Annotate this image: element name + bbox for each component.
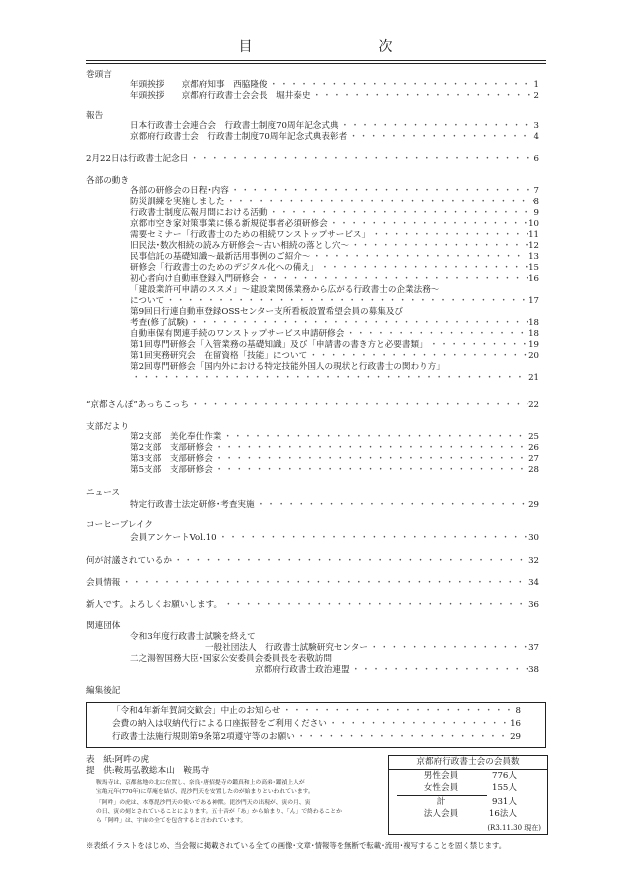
divider	[389, 769, 547, 770]
cover-note-line: ら「阿吽」は、宇宙の全てを包含すると言われています。	[96, 818, 247, 824]
toc-entry[interactable]: 第3支部 支部研修会 ・・・・・・・・・・・・・・・・・・・・・・・・・・・・・・・・・・・・・・・・・・・・・・・・・・・・・・・・・・・・・・・・・・・・・・・・・・・・・・ 27	[130, 454, 539, 464]
member-row: 法人会員 16法人	[423, 809, 517, 819]
section-heading-news: ニュース	[86, 488, 120, 498]
copyright-notice: ※表紙イラストをはじめ、当会報に掲載されている全ての画像･文章･情報等を無断で転載･流用･複写することを固く禁じます。	[86, 841, 507, 850]
section-heading-branches: 支部だより	[86, 422, 129, 432]
notice-entry[interactable]: 会費の納入は収納代行による口座振替をご利用ください ・・・・・・・・・・・・・・・・・・・・・・・・・・・・・・・・・・・・・・・・・・・・・・・・・・・・・・・・・・・・・・・・・・・・・・・・・・・・・・ 16	[112, 719, 521, 729]
toc-entry[interactable]: 京都府行政書士政治連盟 ・・・・・・・・・・・・・・・・・・・・・・・・・・・・・・・・・・・・・・・・・・・・・・・・・・・・・・・・・・・・・・・・・・・・・・・・・・・・・・ 38	[255, 665, 539, 675]
toc-entry[interactable]: 第2支部 支部研修会 ・・・・・・・・・・・・・・・・・・・・・・・・・・・・・・・・・・・・・・・・・・・・・・・・・・・・・・・・・・・・・・・・・・・・・・・・・・・・・・ 26	[130, 443, 539, 453]
member-row: 男性会員 776人	[423, 771, 517, 781]
toc-entry-title-line1: 「建設業許可申請のススメ」～建設業関係業務から広がる行政書士の企業法務～	[130, 285, 440, 295]
toc-entry[interactable]: 行政書士制度広報月間における活動 ・・・・・・・・・・・・・・・・・・・・・・・・・・・・・・・・・・・・・・・・・・・・・・・・・・・・・・・・・・・・・・・・・・・・・・・・・・・・・・ 9	[130, 208, 539, 218]
toc-entry[interactable]: 日本行政書士会連合会 行政書士制度70周年記念式典 ・・・・・・・・・・・・・・・・・・・・・・・・・・・・・・・・・・・・・・・・・・・・・・・・・・・・・・・・・・・・・・・・・・・・・・・・・・・・・・ 3	[130, 121, 539, 131]
member-row: 女性会員 155人	[423, 783, 517, 793]
toc-entry-title-line1: 第9回日行連自動車登録OSSセンター支所看板設置希望会員の募集及び	[130, 307, 404, 317]
toc-entry[interactable]: 京都市空き家対策事業に係る新規従事者必須研修会 ・・・・・・・・・・・・・・・・・・・・・・・・・・・・・・・・・・・・・・・・・・・・・・・・・・・・・・・・・・・・・・・・・・・・・・・・・・・・・・ 10	[130, 219, 539, 229]
toc-entry[interactable]: 会員アンケートVol.10 ・・・・・・・・・・・・・・・・・・・・・・・・・・・・・・・・・・・・・・・・・・・・・・・・・・・・・・・・・・・・・・・・・・・・・・・・・・・・・・ 30	[130, 533, 539, 543]
page-title: 目 次	[238, 39, 449, 55]
toc-entry[interactable]: 第5支部 支部研修会 ・・・・・・・・・・・・・・・・・・・・・・・・・・・・・・・・・・・・・・・・・・・・・・・・・・・・・・・・・・・・・・・・・・・・・・・・・・・・・・ 28	[130, 465, 539, 475]
section-heading-report: 報告	[86, 111, 104, 121]
toc-entry[interactable]: 各部の研修会の日程･内容 ・・・・・・・・・・・・・・・・・・・・・・・・・・・・・・・・・・・・・・・・・・・・・・・・・・・・・・・・・・・・・・・・・・・・・・・・・・・・・・ 7	[130, 186, 539, 196]
section-heading-related: 関連団体	[86, 621, 121, 631]
toc-entry[interactable]: 特定行政書士法定研修･考査実施 ・・・・・・・・・・・・・・・・・・・・・・・・・・・・・・・・・・・・・・・・・・・・・・・・・・・・・・・・・・・・・・・・・・・・・・・・・・・・・・ 29	[130, 500, 539, 510]
section-heading-coffee: コーヒーブレイク	[86, 520, 154, 530]
toc-entry-newcomers[interactable]: 新人です。よろしくお願いします。 ・・・・・・・・・・・・・・・・・・・・・・・・・・・・・・・・・・・・・・・・・・・・・・・・・・・・・・・・・・・・・・・・・・・・・・・・・・・・・・ 36	[86, 600, 539, 610]
toc-entry[interactable]: 一般社団法人 行政書士試験研究センター ・・・・・・・・・・・・・・・・・・・・・・・・・・・・・・・・・・・・・・・・・・・・・・・・・・・・・・・・・・・・・・・・・・・・・・・・・・・・・・ 37	[205, 643, 539, 653]
cover-note-line: の日、寅の刻とされていることによります。五十音が「あ」から始まり、「ん」で終わることか	[96, 809, 342, 815]
title-rule-thin	[86, 63, 546, 64]
cover-provider: 提 供:鞍馬弘教総本山 鞍馬寺	[86, 766, 210, 776]
section-heading-departments: 各部の動き	[86, 176, 129, 186]
toc-entry[interactable]: 民事信託の基礎知識～最新活用事例のご紹介～ ・・・・・・・・・・・・・・・・・・・・・・・・・・・・・・・・・・・・・・・・・・・・・・・・・・・・・・・・・・・・・・・・・・・・・・・・・・・・・・ 13	[130, 252, 539, 262]
toc-entry-kyoto-sanpo[interactable]: “京都さんぽ”あっちこっち ・・・・・・・・・・・・・・・・・・・・・・・・・・・・・・・・・・・・・・・・・・・・・・・・・・・・・・・・・・・・・・・・・・・・・・・・・・・・・・ 22	[86, 400, 539, 410]
cover-note-line: 宝亀元年(770年)に草庵を結び、毘沙門天を安置したのが始まりといわれています。	[96, 789, 314, 795]
toc-entry-title-line1: 第2回専門研修会「国内外における特定技能外国人の現状と行政書士の関わり方」	[130, 362, 445, 372]
toc-entry[interactable]: 第1回実務研究会 在留資格「技能」について ・・・・・・・・・・・・・・・・・・・・・・・・・・・・・・・・・・・・・・・・・・・・・・・・・・・・・・・・・・・・・・・・・・・・・・・・・・・・・・ 20	[130, 351, 539, 361]
toc-entry-title-line1: 二之湯智国務大臣･国家公安委員会委員長を表敬訪問	[130, 654, 332, 664]
toc-entry-discussions[interactable]: 何が討議されているか ・・・・・・・・・・・・・・・・・・・・・・・・・・・・・・・・・・・・・・・・・・・・・・・・・・・・・・・・・・・・・・・・・・・・・・・・・・・・・・ 32	[86, 556, 539, 566]
as-of-date: (R3.11.30 現在)	[487, 824, 541, 832]
title-rule	[86, 60, 546, 61]
toc-entry[interactable]: 研修会「行政書士のためのデジタル化への備え」 ・・・・・・・・・・・・・・・・・・・・・・・・・・・・・・・・・・・・・・・・・・・・・・・・・・・・・・・・・・・・・・・・・・・・・・・・・・・・・・ 15	[130, 263, 539, 273]
divider	[397, 795, 487, 796]
notice-entry[interactable]: 「令和4年新年賀詞交歓会」中止のお知らせ ・・・・・・・・・・・・・・・・・・・・・・・・・・・・・・・・・・・・・・・・・・・・・・・・・・・・・・・・・・・・・・・・・・・・・・・・・・・・・・ 8	[112, 706, 521, 716]
section-heading-postscript: 編集後記	[86, 686, 121, 696]
toc-entry[interactable]: ・・・・・・・・・・・・・・・・・・・・・・・・・・・・・・・・・・・・・・・・・・・・・・・・・・・・・・・・・・・・・・・・・・・・・・・・・・・・・・ 21	[130, 373, 539, 383]
toc-entry[interactable]: 年頭挨拶 京都府知事 西脇隆俊 ・・・・・・・・・・・・・・・・・・・・・・・・・・・・・・・・・・・・・・・・・・・・・・・・・・・・・・・・・・・・・・・・・・・・・・・・・・・・・・ 1	[130, 80, 539, 90]
toc-entry-title-line1: 令和3年度行政書士試験を終えて	[130, 632, 256, 642]
member-count-title: 京都府行政書士会の会員数	[416, 757, 520, 767]
section-heading-greeting: 巻頭言	[86, 70, 112, 80]
member-count-table	[388, 755, 548, 835]
toc-entry[interactable]: 第1回専門研修会「入管業務の基礎知識」及び「申請書の書き方と必要書類」 ・・・・・・・・・・・・・・・・・・・・・・・・・・・・・・・・・・・・・・・・・・・・・・・・・・・・・・・・・・・・・・・・・・・・・・・・・・・・・・ 19	[130, 340, 539, 350]
cover-note-line: 鞍馬寺は、京都盆地の北に位置し、奈良･唐招提寺の鑑真和上の高弟･鑑禎上人が	[96, 780, 305, 786]
toc-entry[interactable]: 防災訓練を実施しました ・・・・・・・・・・・・・・・・・・・・・・・・・・・・・・・・・・・・・・・・・・・・・・・・・・・・・・・・・・・・・・・・・・・・・・・・・・・・・・ 8	[130, 197, 539, 207]
toc-entry[interactable]: 年頭挨拶 京都府行政書士会会長 堀井泰史 ・・・・・・・・・・・・・・・・・・・・・・・・・・・・・・・・・・・・・・・・・・・・・・・・・・・・・・・・・・・・・・・・・・・・・・・・・・・・・・ 2	[130, 91, 539, 101]
toc-entry[interactable]: 考査(修了試験) ・・・・・・・・・・・・・・・・・・・・・・・・・・・・・・・・・・・・・・・・・・・・・・・・・・・・・・・・・・・・・・・・・・・・・・・・・・・・・・ 18	[130, 318, 539, 328]
toc-entry[interactable]: 旧民法･数次相続の読み方研修会～古い相続の落とし穴～ ・・・・・・・・・・・・・・・・・・・・・・・・・・・・・・・・・・・・・・・・・・・・・・・・・・・・・・・・・・・・・・・・・・・・・・・・・・・・・・ 12	[130, 241, 539, 251]
toc-entry[interactable]: 需要セミナー「行政書士のための相続ワンストップサービス」 ・・・・・・・・・・・・・・・・・・・・・・・・・・・・・・・・・・・・・・・・・・・・・・・・・・・・・・・・・・・・・・・・・・・・・・・・・・・・・・ 11	[130, 230, 539, 240]
toc-entry[interactable]: 初心者向け自動車登録入門研修会 ・・・・・・・・・・・・・・・・・・・・・・・・・・・・・・・・・・・・・・・・・・・・・・・・・・・・・・・・・・・・・・・・・・・・・・・・・・・・・・ 16	[130, 274, 539, 284]
toc-entry-commemoration-day[interactable]: 2月22日は行政書士記念日 ・・・・・・・・・・・・・・・・・・・・・・・・・・・・・・・・・・・・・・・・・・・・・・・・・・・・・・・・・・・・・・・・・・・・・・・・・・・・・・ 6	[86, 154, 539, 164]
cover-note-line: 「阿吽」の虎は、本尊毘沙門天の使いである神獣。毘沙門天の出現が、寅の月、寅	[96, 800, 311, 806]
notice-entry[interactable]: 行政書士法施行規則第9条第2項遵守等のお願い ・・・・・・・・・・・・・・・・・・・・・・・・・・・・・・・・・・・・・・・・・・・・・・・・・・・・・・・・・・・・・・・・・・・・・・・・・・・・・・ 29	[112, 732, 521, 742]
toc-entry-member-info[interactable]: 会員情報 ・・・・・・・・・・・・・・・・・・・・・・・・・・・・・・・・・・・・・・・・・・・・・・・・・・・・・・・・・・・・・・・・・・・・・・・・・・・・・・ 34	[86, 578, 539, 588]
toc-entry[interactable]: 第2支部 美化奉仕作業 ・・・・・・・・・・・・・・・・・・・・・・・・・・・・・・・・・・・・・・・・・・・・・・・・・・・・・・・・・・・・・・・・・・・・・・・・・・・・・・ 25	[130, 432, 539, 442]
cover-title: 表 紙:阿吽の虎	[86, 755, 150, 765]
member-row: 計 931人	[436, 797, 517, 807]
toc-entry[interactable]: 京都府行政書士会 行政書士制度70周年記念式典表彰者 ・・・・・・・・・・・・・・・・・・・・・・・・・・・・・・・・・・・・・・・・・・・・・・・・・・・・・・・・・・・・・・・・・・・・・・・・・・・・・・ 4	[130, 132, 539, 142]
toc-entry[interactable]: について ・・・・・・・・・・・・・・・・・・・・・・・・・・・・・・・・・・・・・・・・・・・・・・・・・・・・・・・・・・・・・・・・・・・・・・・・・・・・・・ 17	[130, 296, 539, 306]
toc-entry[interactable]: 自動車保有関連手続のワンストップサービス申請研修会 ・・・・・・・・・・・・・・・・・・・・・・・・・・・・・・・・・・・・・・・・・・・・・・・・・・・・・・・・・・・・・・・・・・・・・・・・・・・・・・ 18	[130, 329, 539, 339]
